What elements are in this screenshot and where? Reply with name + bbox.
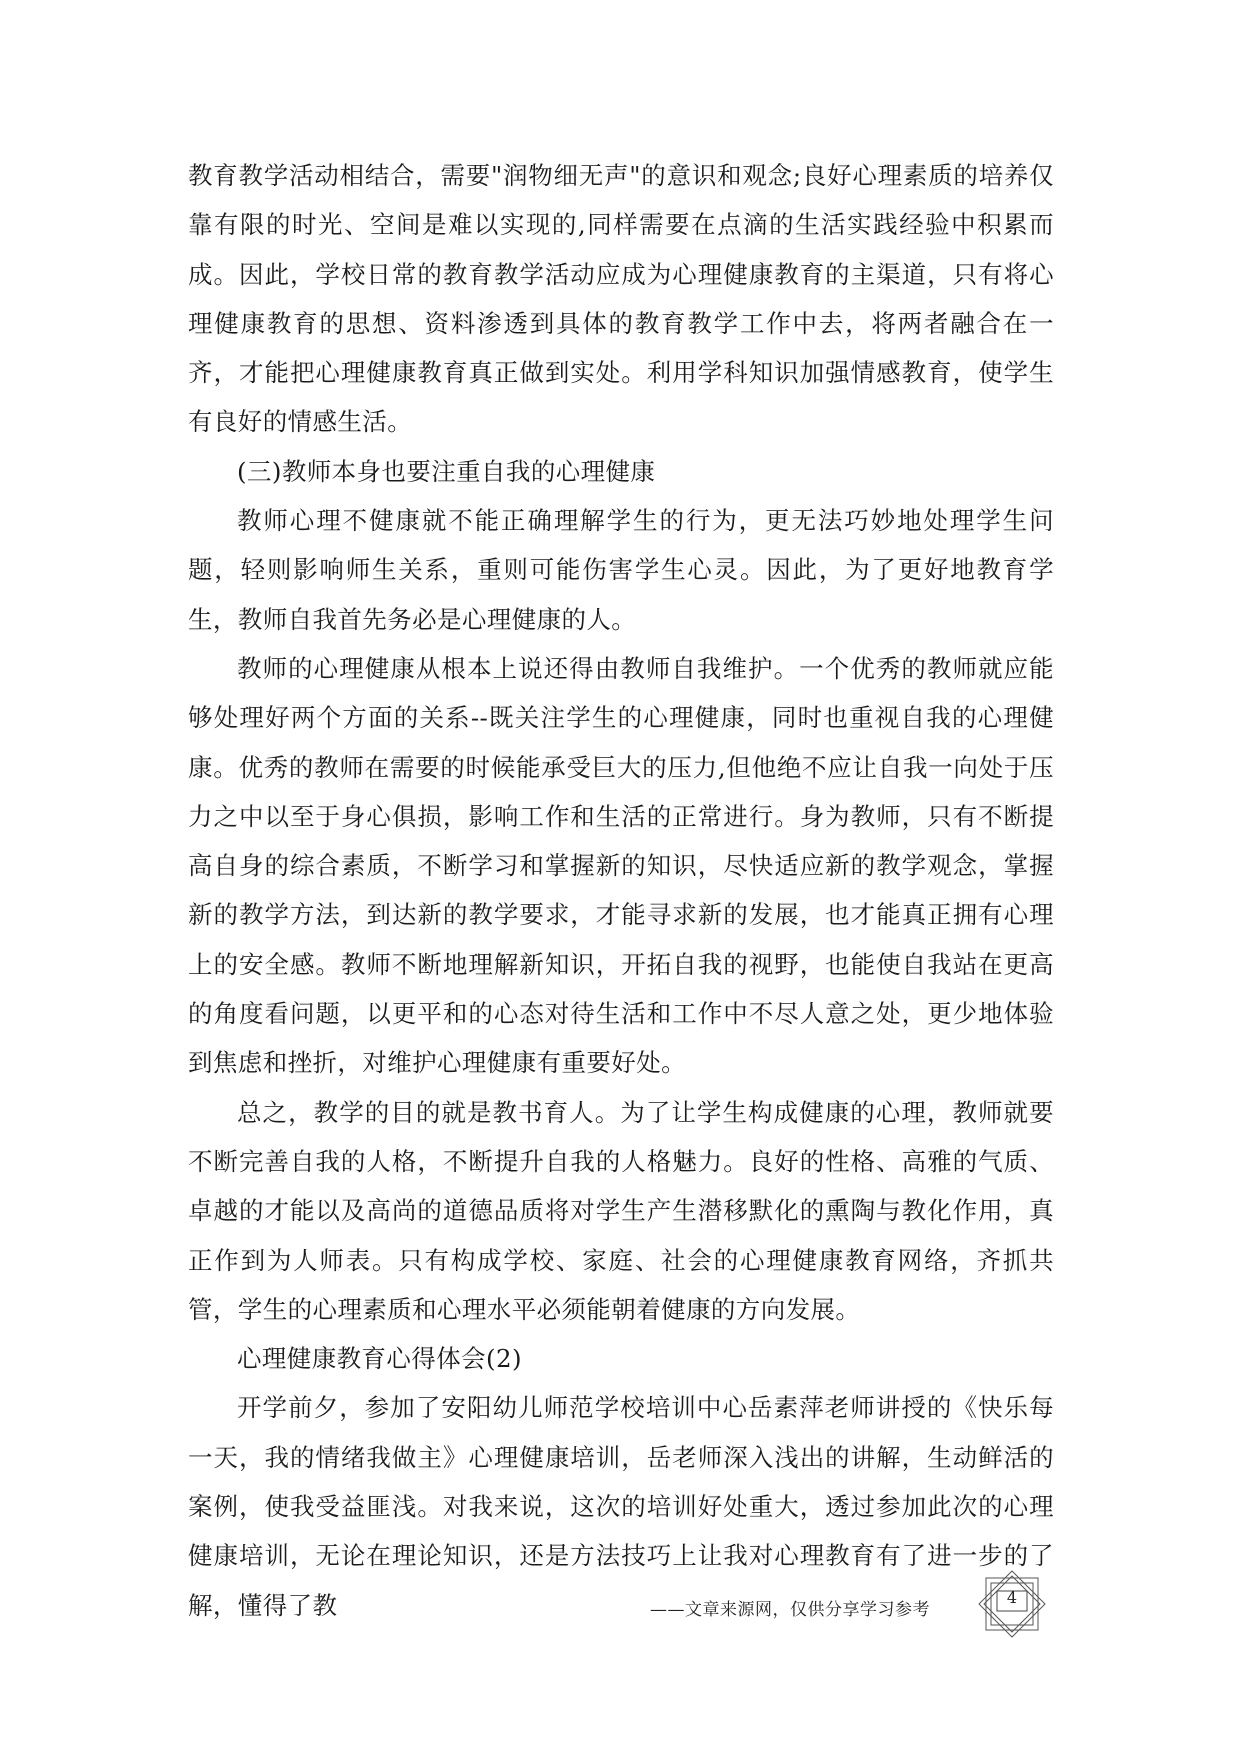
page-number: 4	[1006, 1588, 1018, 1607]
paragraph-1: 教育教学活动相结合，需要"润物细无声"的意识和观念;良好心理素质的培养仅靠有限的时光、空间是难以实现的,同样需要在点滴的生活实践经验中积累而成。因此，学校日常的教育教学活动应成为心理健康教育的主渠道，只有将心理健康教育的思想、资料渗透到具体的教育教学工作中去，将两者融合在一齐，才能把心理健康教育真正做到实处。利用学科知识加强情感教育，使学生有良好的情感生活。	[188, 161, 1054, 437]
page-number-badge	[978, 1570, 1046, 1638]
section-heading-3: (三)教师本身也要注重自我的心理健康	[237, 456, 656, 486]
paragraph-3: 教师的心理健康从根本上说还得由教师自我维护。一个优秀的教师就应能够处理好两个方面的关系--既关注学生的心理健康，同时也重视自我的心理健康。优秀的教师在需要的时候能承受巨大的压力,但他绝不应让自我一向处于压力之中以至于身心俱损，影响工作和生活的正常进行。身为教师，只有不断提高自身的综合素质，不断学习和掌握新的知识，尽快适应新的教学观念，掌握新的教学方法，到达新的教学要求，才能寻求新的发展，也才能真正拥有心理上的安全感。教师不断地理解新知识，开拓自我的视野，也能使自我站在更高的角度看问题，以更平和的心态对待生活和工作中不尽人意之处，更少地体验到焦虑和挫折，对维护心理健康有重要好处。	[188, 653, 1054, 1078]
document-body	[188, 151, 1054, 1630]
article-title-2: 心理健康教育心得体会(2)	[237, 1344, 522, 1374]
paragraph-5: 开学前夕，参加了安阳幼儿师范学校培训中心岳素萍老师讲授的《快乐每一天，我的情绪我做主》心理健康培训，岳老师深入浅出的讲解，生动鲜活的案例，使我受益匪浅。对我来说，这次的培训好处重大，透过参加此次的心理健康培训，无论在理论知识，还是方法技巧上让我对心理教育有了进一步的了解，懂得了教	[188, 1393, 1054, 1620]
footer-source-note: ——文章来源网，仅供分享学习参考	[650, 1600, 930, 1620]
paragraph-4: 总之，教学的目的就是教书育人。为了让学生构成健康的心理，教师就要不断完善自我的人格，不断提升自我的人格魅力。良好的性格、高雅的气质、卓越的才能以及高尚的道德品质将对学生产生潜移默化的熏陶与教化作用，真正作到为人师表。只有构成学校、家庭、社会的心理健康教育网络，齐抓共管，学生的心理素质和心理水平必须能朝着健康的方向发展。	[188, 1097, 1054, 1324]
paragraph-2: 教师心理不健康就不能正确理解学生的行为，更无法巧妙地处理学生问题，轻则影响师生关系，重则可能伤害学生心灵。因此，为了更好地教育学生，教师自我首先务必是心理健康的人。	[188, 506, 1054, 634]
